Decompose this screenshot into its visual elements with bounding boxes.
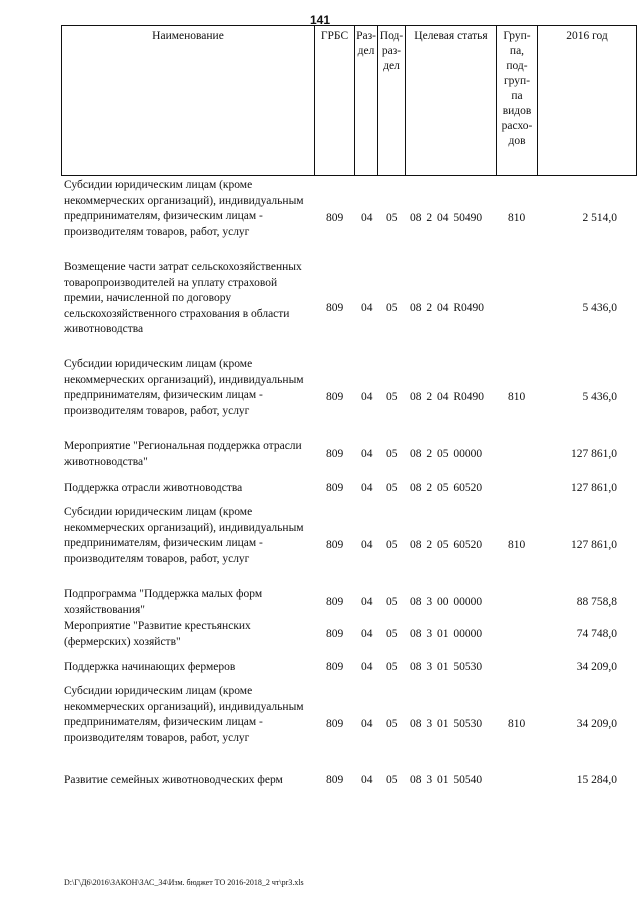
row-razdel: 04 (361, 661, 373, 673)
column-header-name: Наименование (62, 26, 315, 176)
row-grbs: 809 (326, 302, 344, 314)
table-row (64, 660, 629, 678)
row-podrazdel: 05 (386, 628, 398, 640)
row-name: Возмещение части затрат сельскохозяйственных товаропроизводителей на уплату страховой премии, начисленной по договору сельскохозяйственного страхования в области животноводства (64, 261, 302, 336)
row-podrazdel: 05 (386, 482, 398, 494)
row-grbs: 809 (326, 774, 344, 786)
row-grbs: 809 (326, 212, 344, 224)
row-amount: 127 861,0 (571, 539, 617, 551)
row-podrazdel: 05 (386, 539, 398, 551)
table-row (64, 357, 629, 437)
row-razdel: 04 (361, 482, 373, 494)
table-row (64, 773, 629, 791)
row-target: 08 3 01 50530 (410, 661, 483, 673)
row-podrazdel: 05 (386, 718, 398, 730)
row-target: 08 3 01 00000 (410, 628, 483, 640)
column-header-target: Целевая статья (406, 26, 497, 176)
row-group: 810 (508, 212, 526, 224)
row-podrazdel: 05 (386, 302, 398, 314)
row-amount: 88 758,8 (576, 596, 617, 608)
row-amount: 2 514,0 (582, 212, 617, 224)
row-name: Мероприятие "Региональная поддержка отрасли животноводства" (64, 440, 302, 468)
row-razdel: 04 (361, 596, 373, 608)
row-podrazdel: 05 (386, 661, 398, 673)
row-name: Подпрограмма "Поддержка малых форм хозяйствования" (64, 588, 263, 616)
row-razdel: 04 (361, 539, 373, 551)
row-amount: 74 748,0 (576, 628, 617, 640)
row-name: Субсидии юридическим лицам (кроме некоммерческих организаций), индивидуальным предпринимателям, физическим лицам - производителям товаров, работ, услуг (64, 685, 304, 744)
column-header-podrazdel (378, 26, 406, 176)
row-grbs: 809 (326, 661, 344, 673)
row-amount: 5 436,0 (582, 391, 617, 403)
row-razdel: 04 (361, 774, 373, 786)
row-grbs: 809 (326, 628, 344, 640)
row-razdel: 04 (361, 391, 373, 403)
row-target: 08 2 05 00000 (410, 448, 483, 460)
column-header-podrazdel-text: Под- раз- дел (379, 30, 404, 72)
row-name: Поддержка отрасли животноводства (64, 482, 243, 494)
row-name: Поддержка начинающих фермеров (64, 661, 236, 673)
row-razdel: 04 (361, 212, 373, 224)
row-name: Субсидии юридическим лицам (кроме некоммерческих организаций), индивидуальным предпринимателям, физическим лицам - производителям товаров, работ, услуг (64, 506, 304, 565)
table-row (64, 481, 629, 499)
column-header-group-text: Груп- па, под- груп- па видов расхо- дов (501, 30, 533, 147)
table-row (64, 439, 629, 473)
row-target: 08 2 04 R0490 (410, 391, 485, 403)
row-amount: 5 436,0 (582, 302, 617, 314)
table-row (64, 587, 629, 621)
row-razdel: 04 (361, 302, 373, 314)
row-grbs: 809 (326, 539, 344, 551)
table-header (61, 25, 637, 176)
row-podrazdel: 05 (386, 596, 398, 608)
row-amount: 127 861,0 (571, 482, 617, 494)
row-name: Мероприятие "Развитие крестьянских (фермерских) хозяйств" (64, 620, 251, 648)
row-grbs: 809 (326, 718, 344, 730)
row-target: 08 2 04 50490 (410, 212, 483, 224)
row-target: 08 2 04 R0490 (410, 302, 485, 314)
column-header-group (497, 26, 538, 176)
row-grbs: 809 (326, 391, 344, 403)
row-target: 08 2 05 60520 (410, 539, 483, 551)
row-amount: 127 861,0 (571, 448, 617, 460)
row-group: 810 (508, 391, 526, 403)
row-target: 08 3 01 50530 (410, 718, 483, 730)
row-group: 810 (508, 718, 526, 730)
column-header-razdel (355, 26, 378, 176)
row-amount: 34 209,0 (576, 661, 617, 673)
row-podrazdel: 05 (386, 774, 398, 786)
row-amount: 34 209,0 (576, 718, 617, 730)
table-row (64, 178, 629, 258)
page-number: 141 (309, 13, 331, 27)
row-razdel: 04 (361, 628, 373, 640)
row-razdel: 04 (361, 718, 373, 730)
column-header-year: 2016 год (538, 26, 637, 176)
table-row (64, 684, 629, 764)
row-grbs: 809 (326, 482, 344, 494)
row-name: Субсидии юридическим лицам (кроме некоммерческих организаций), индивидуальным предпринимателям, физическим лицам - производителям товаров, работ, услуг (64, 358, 304, 417)
row-target: 08 2 05 60520 (410, 482, 483, 494)
row-target: 08 3 00 00000 (410, 596, 483, 608)
table-row (64, 619, 629, 653)
row-podrazdel: 05 (386, 391, 398, 403)
file-path-footer: D:\Г\Д6\2016\ЗАКОН\ЗАС_34\Изм. бюджет ТО 2016-2018_2 чт\pr3.xls (64, 878, 304, 887)
row-name: Субсидии юридическим лицам (кроме некоммерческих организаций), индивидуальным предпринимателям, физическим лицам - производителям товаров, работ, услуг (64, 179, 304, 238)
column-header-razdel-text: Раз- дел (356, 30, 376, 57)
row-grbs: 809 (326, 448, 344, 460)
row-amount: 15 284,0 (576, 774, 617, 786)
table-row (64, 260, 629, 356)
row-group: 810 (508, 539, 526, 551)
row-grbs: 809 (326, 596, 344, 608)
column-header-grbs: ГРБС (315, 26, 355, 176)
row-target: 08 3 01 50540 (410, 774, 483, 786)
table-row (64, 505, 629, 585)
row-podrazdel: 05 (386, 212, 398, 224)
row-name: Развитие семейных животноводческих ферм (64, 774, 283, 786)
row-razdel: 04 (361, 448, 373, 460)
row-podrazdel: 05 (386, 448, 398, 460)
